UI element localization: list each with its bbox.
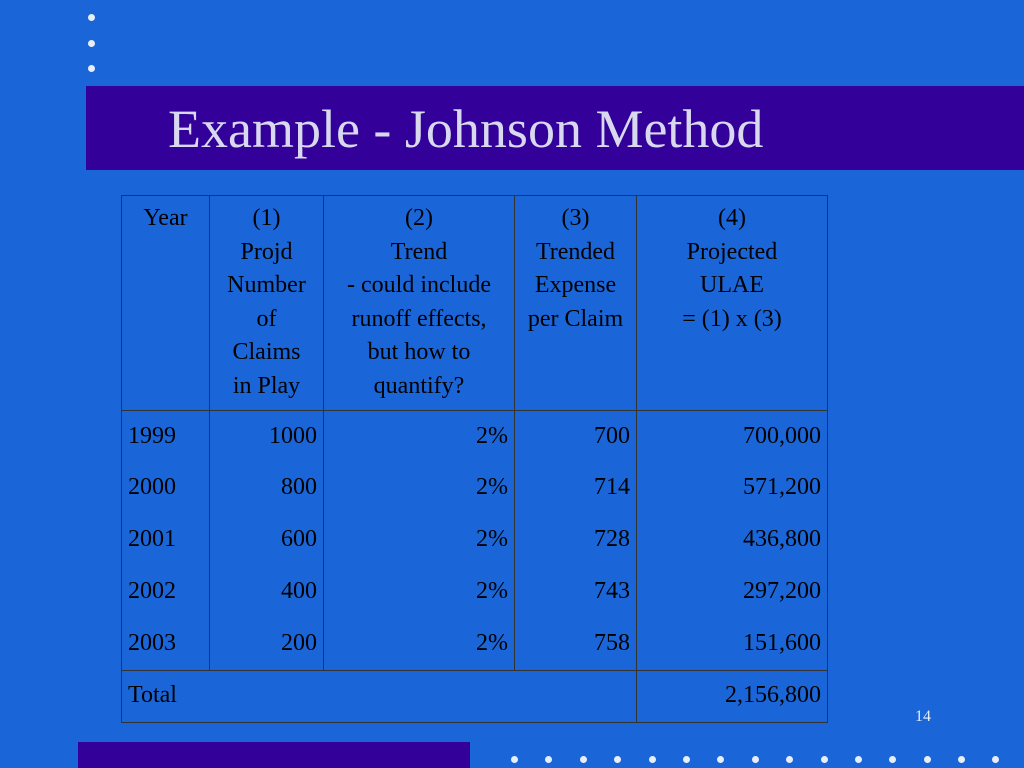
cell-trend: 2% <box>324 462 515 514</box>
cell-expense: 728 <box>515 514 637 566</box>
total-label: Total <box>122 670 210 722</box>
cell-expense: 758 <box>515 618 637 670</box>
cell-expense: 700 <box>515 410 637 462</box>
cell-ulae: 297,200 <box>637 566 828 618</box>
header-ulae: (4) Projected ULAE = (1) x (3) <box>637 196 828 411</box>
table-row <box>122 566 828 618</box>
cell-expense: 714 <box>515 462 637 514</box>
decorative-dot <box>855 756 862 763</box>
cell-year: 2001 <box>122 514 210 566</box>
cell-year: 2000 <box>122 462 210 514</box>
decorative-dot <box>752 756 759 763</box>
table-row <box>122 462 828 514</box>
decorative-dot <box>88 40 95 47</box>
decorative-dot <box>88 65 95 72</box>
cell-trend: 2% <box>324 566 515 618</box>
cell-year: 2002 <box>122 566 210 618</box>
cell-ulae: 700,000 <box>637 410 828 462</box>
cell-claims: 800 <box>210 462 324 514</box>
header-year: Year <box>122 196 210 411</box>
header-row <box>122 196 828 411</box>
cell-ulae: 151,600 <box>637 618 828 670</box>
decorative-dot <box>889 756 896 763</box>
cell-ulae: 436,800 <box>637 514 828 566</box>
decorative-dot <box>992 756 999 763</box>
table-row <box>122 618 828 670</box>
cell-ulae: 571,200 <box>637 462 828 514</box>
total-ulae: 2,156,800 <box>637 670 828 722</box>
bottom-band <box>78 742 470 768</box>
cell-claims: 600 <box>210 514 324 566</box>
cell-trend: 2% <box>324 618 515 670</box>
decorative-dot <box>88 14 95 21</box>
decorative-dot <box>958 756 965 763</box>
header-expense: (3) Trended Expense per Claim <box>515 196 637 411</box>
cell-claims: 200 <box>210 618 324 670</box>
decorative-dot <box>717 756 724 763</box>
decorative-dot <box>580 756 587 763</box>
cell-claims: 400 <box>210 566 324 618</box>
ulae-table <box>121 195 828 723</box>
slide-title: Example - Johnson Method <box>168 99 764 159</box>
total-spacer <box>210 670 637 722</box>
cell-expense: 743 <box>515 566 637 618</box>
page-number: 14 <box>915 708 931 725</box>
header-claims: (1) Projd Number of Claims in Play <box>210 196 324 411</box>
decorative-dot <box>924 756 931 763</box>
cell-year: 1999 <box>122 410 210 462</box>
table-row <box>122 410 828 462</box>
cell-claims: 1000 <box>210 410 324 462</box>
cell-trend: 2% <box>324 514 515 566</box>
decorative-dot <box>683 756 690 763</box>
total-row <box>122 670 828 722</box>
decorative-dot <box>545 756 552 763</box>
table-row <box>122 514 828 566</box>
decorative-dot <box>511 756 518 763</box>
decorative-dot <box>786 756 793 763</box>
header-trend: (2) Trend - could include runoff effects, but how to quantify? <box>324 196 515 411</box>
cell-trend: 2% <box>324 410 515 462</box>
decorative-dot <box>821 756 828 763</box>
decorative-dot <box>649 756 656 763</box>
decorative-dot <box>614 756 621 763</box>
cell-year: 2003 <box>122 618 210 670</box>
